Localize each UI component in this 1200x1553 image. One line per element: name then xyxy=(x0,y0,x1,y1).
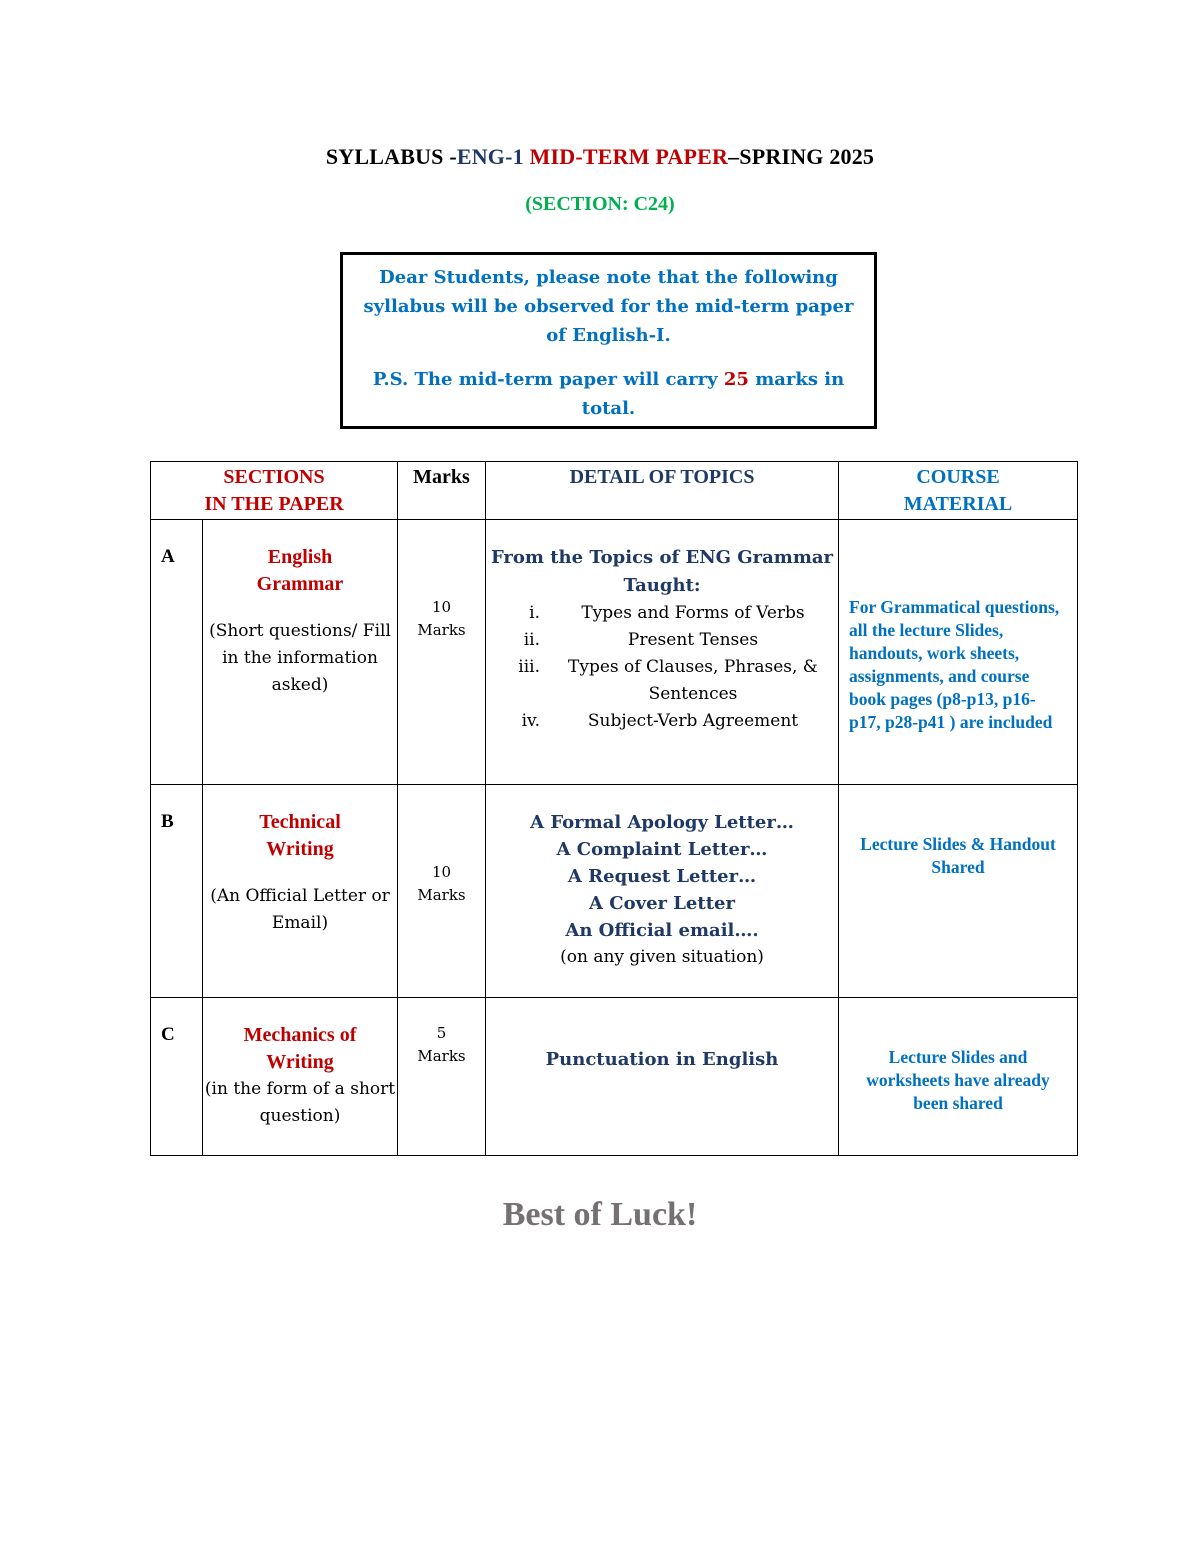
header-sections-line2: IN THE PAPER xyxy=(204,493,344,515)
header-material-line1: COURSE xyxy=(916,466,1000,488)
table-header-row xyxy=(151,462,1078,520)
notice-ps-marks: 25 xyxy=(723,369,749,390)
list-item xyxy=(486,600,838,627)
list-item-text: Subject-Verb Agreement xyxy=(587,711,799,731)
section-name-line2: Grammar xyxy=(256,573,344,595)
section-name xyxy=(203,998,398,1156)
section-letter: C xyxy=(151,998,203,1156)
section-marks xyxy=(398,520,486,785)
section-note: (Short questions/ Fill in the information asked) xyxy=(209,621,391,695)
section-name-line1: Mechanics of xyxy=(243,1024,357,1046)
marks-label: Marks xyxy=(417,886,466,904)
section-name xyxy=(203,785,398,998)
list-item-number: ii. xyxy=(523,630,540,650)
section-topics xyxy=(486,520,839,785)
list-item xyxy=(486,627,838,654)
list-item xyxy=(486,708,838,735)
course-material: For Grammatical questions, all the lecture Slides, handouts, work sheets, assignments, and course book pages (p8-p13, p16-p17, p28-p41 ) are included xyxy=(839,520,1078,785)
section-name-line1: Technical xyxy=(259,811,341,833)
letter-type: A Complaint Letter… xyxy=(556,839,768,860)
marks-number: 10 xyxy=(431,863,452,881)
table-row xyxy=(151,998,1078,1156)
section-note: (An Official Letter or Email) xyxy=(210,886,390,933)
notice-text: Dear Students, please note that the following syllabus will be observed for the mid-term paper of English-I. xyxy=(363,267,854,346)
title-term: –SPRING 2025 xyxy=(728,144,875,169)
situation-note: (on any given situation) xyxy=(560,947,764,967)
page-title xyxy=(0,144,1200,170)
section-marks xyxy=(398,785,486,998)
title-paper: MID-TERM PAPER xyxy=(529,144,729,169)
header-sections-line1: SECTIONS xyxy=(223,466,325,488)
section-letter: A xyxy=(151,520,203,785)
section-name-line2: Writing xyxy=(266,838,334,860)
syllabus-table xyxy=(150,461,1078,1156)
marks-number: 5 xyxy=(436,1024,447,1042)
section-subtitle: (SECTION: C24) xyxy=(525,193,675,215)
section-name-line1: English xyxy=(267,546,333,568)
title-syllabus: SYLLABUS - xyxy=(325,144,457,169)
section-name xyxy=(203,520,398,785)
header-material xyxy=(839,462,1078,520)
section-topics xyxy=(486,998,839,1156)
list-item-number: i. xyxy=(529,603,540,623)
notice-ps-before: P.S. The mid-term paper will carry xyxy=(372,369,724,390)
topic-text: Punctuation in English xyxy=(545,1049,779,1070)
topics-list xyxy=(486,600,838,735)
section-letter: B xyxy=(151,785,203,998)
list-item-text: Types of Clauses, Phrases, & Sentences xyxy=(568,657,818,704)
list-item-text: Present Tenses xyxy=(627,630,759,650)
section-name-line2: Writing xyxy=(266,1051,334,1073)
marks-label: Marks xyxy=(417,1047,466,1065)
notice-ps-after: marks in total. xyxy=(581,369,845,419)
letter-type: A Formal Apology Letter… xyxy=(530,812,794,833)
list-item-text: Types and Forms of Verbs xyxy=(581,603,805,623)
list-item-number: iv. xyxy=(521,711,540,731)
table-row xyxy=(151,785,1078,998)
notice-ps xyxy=(343,365,874,423)
header-marks: Marks xyxy=(398,462,486,520)
section-topics xyxy=(486,785,839,998)
list-item-number: iii. xyxy=(518,657,540,677)
course-material: Lecture Slides and worksheets have already been shared xyxy=(839,998,1078,1156)
header-material-line2: MATERIAL xyxy=(903,493,1013,515)
list-item xyxy=(486,654,838,708)
marks-label: Marks xyxy=(417,621,466,639)
letter-type: A Request Letter… xyxy=(567,866,757,887)
notice-box xyxy=(340,252,877,429)
header-sections xyxy=(151,462,398,520)
course-material: Lecture Slides & Handout Shared xyxy=(839,785,1078,998)
section-note: (in the form of a short question) xyxy=(204,1079,396,1126)
topics-heading: From the Topics of ENG Grammar Taught: xyxy=(490,547,834,596)
section-marks xyxy=(398,998,486,1156)
closing-message: Best of Luck! xyxy=(502,1196,698,1233)
table-row xyxy=(151,520,1078,785)
letter-type: A Cover Letter xyxy=(589,893,735,914)
header-topics: DETAIL OF TOPICS xyxy=(486,462,839,520)
title-course: ENG-1 xyxy=(456,144,530,169)
marks-number: 10 xyxy=(431,598,452,616)
letter-type: An Official email…. xyxy=(565,920,759,941)
